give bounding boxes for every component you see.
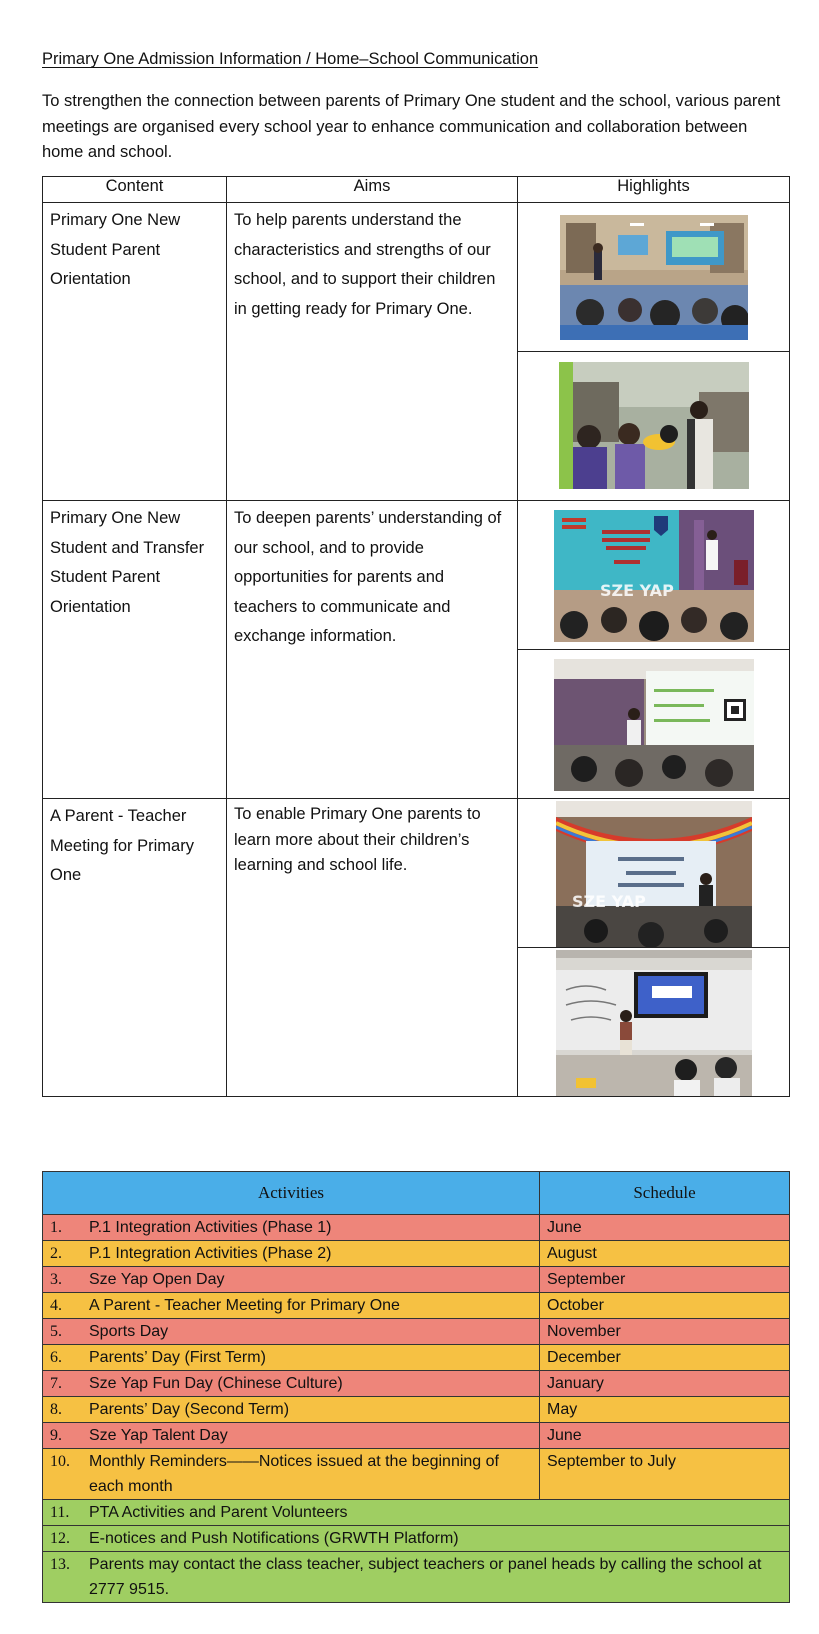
activity-schedule: September [540, 1267, 790, 1293]
row-number: 8. [50, 1401, 62, 1418]
aims-cell: To enable Primary One parents to learn more about their children’s learning and school life. [227, 799, 518, 1097]
highlight-photo [559, 362, 749, 489]
header-schedule: Schedule [540, 1172, 790, 1215]
table-row [43, 1423, 790, 1449]
highlight-photo-cell [518, 501, 790, 650]
highlight-photo-cell [518, 352, 790, 501]
photo-watermark: SZE YAP [571, 892, 646, 911]
aims-cell: To deepen parents’ understanding of our school, and to provide opportunities for parents and teachers to communicate and exchange information. [227, 501, 518, 799]
table-row [43, 1397, 790, 1423]
table-row [43, 203, 790, 352]
header-aims: Aims [227, 177, 518, 203]
table-row [43, 1241, 790, 1267]
highlight-photo-cell [518, 203, 790, 352]
row-number: 6. [50, 1349, 62, 1366]
activity-name: Monthly Reminders——Notices issued at the beginning of each month [89, 1453, 499, 1495]
page-title: Primary One Admission Information / Home–School Communication [42, 50, 539, 68]
highlight-photo [560, 215, 748, 340]
activity-schedule: June [540, 1423, 790, 1449]
table-row [43, 1449, 790, 1500]
activity-name: P.1 Integration Activities (Phase 2) [89, 1245, 332, 1262]
highlight-photo [556, 801, 752, 947]
activity-name: A Parent - Teacher Meeting for Primary One [89, 1297, 400, 1314]
activity-name: PTA Activities and Parent Volunteers [89, 1504, 348, 1521]
highlight-photo [554, 659, 754, 791]
row-number: 1. [50, 1219, 62, 1236]
header-activities: Activities [43, 1172, 540, 1215]
activity-schedule: September to July [540, 1449, 790, 1500]
highlight-photo [556, 950, 752, 1096]
table-row [43, 1552, 790, 1603]
table-row [43, 1215, 790, 1241]
row-number: 4. [50, 1297, 62, 1314]
highlight-photo-cell [518, 799, 790, 948]
row-number: 13. [50, 1556, 70, 1573]
activity-schedule: May [540, 1397, 790, 1423]
activity-schedule: January [540, 1371, 790, 1397]
table-row [43, 1293, 790, 1319]
highlight-photo-cell [518, 650, 790, 799]
activity-schedule: December [540, 1345, 790, 1371]
activity-schedule: August [540, 1241, 790, 1267]
row-number: 9. [50, 1427, 62, 1444]
activity-name: Parents’ Day (Second Term) [89, 1401, 290, 1418]
activity-schedule: June [540, 1215, 790, 1241]
activity-schedule: November [540, 1319, 790, 1345]
table-row [43, 799, 790, 948]
row-number: 3. [50, 1271, 62, 1288]
row-number: 5. [50, 1323, 62, 1340]
table-row [43, 1345, 790, 1371]
photo-watermark: SZE YAP [599, 581, 674, 600]
highlight-photo-cell [518, 948, 790, 1097]
header-content: Content [43, 177, 227, 203]
activity-name: Parents’ Day (First Term) [89, 1349, 266, 1366]
activity-schedule: October [540, 1293, 790, 1319]
schedule-header-row [43, 1172, 790, 1215]
highlight-photo [554, 510, 754, 642]
activity-name: P.1 Integration Activities (Phase 1) [89, 1219, 332, 1236]
activity-name: Parents may contact the class teacher, subject teachers or panel heads by calling the school at 2777 9515. [89, 1556, 762, 1598]
aims-cell: To help parents understand the characteristics and strengths of our school, and to support their children in getting ready for Primary One. [227, 203, 518, 501]
table-header-row [43, 177, 790, 203]
row-number: 11. [50, 1504, 70, 1521]
table-row [43, 1526, 790, 1552]
table-row [43, 501, 790, 650]
activity-name: Sze Yap Talent Day [89, 1427, 228, 1444]
table-row [43, 1371, 790, 1397]
activities-schedule-table [42, 1171, 790, 1603]
row-number: 2. [50, 1245, 62, 1262]
activity-name: E-notices and Push Notifications (GRWTH Platform) [89, 1530, 459, 1547]
content-cell: Primary One New Student Parent Orientation [43, 203, 227, 501]
table-row [43, 1500, 790, 1526]
content-cell: A Parent - Teacher Meeting for Primary One [43, 799, 227, 1097]
row-number: 10. [50, 1453, 70, 1470]
activity-name: Sports Day [89, 1323, 169, 1340]
row-number: 7. [50, 1375, 62, 1392]
intro-paragraph: To strengthen the connection between parents of Primary One student and the school, various parent meetings are organised every school year to enhance communication and collaboration between home and school. [42, 92, 781, 161]
parent-meetings-table [42, 176, 790, 1097]
table-row [43, 1267, 790, 1293]
header-highlights: Highlights [518, 177, 790, 203]
row-number: 12. [50, 1530, 70, 1547]
activity-name: Sze Yap Open Day [89, 1271, 225, 1288]
activity-name: Sze Yap Fun Day (Chinese Culture) [89, 1375, 343, 1392]
content-cell: Primary One New Student and Transfer Student Parent Orientation [43, 501, 227, 799]
table-row [43, 1319, 790, 1345]
